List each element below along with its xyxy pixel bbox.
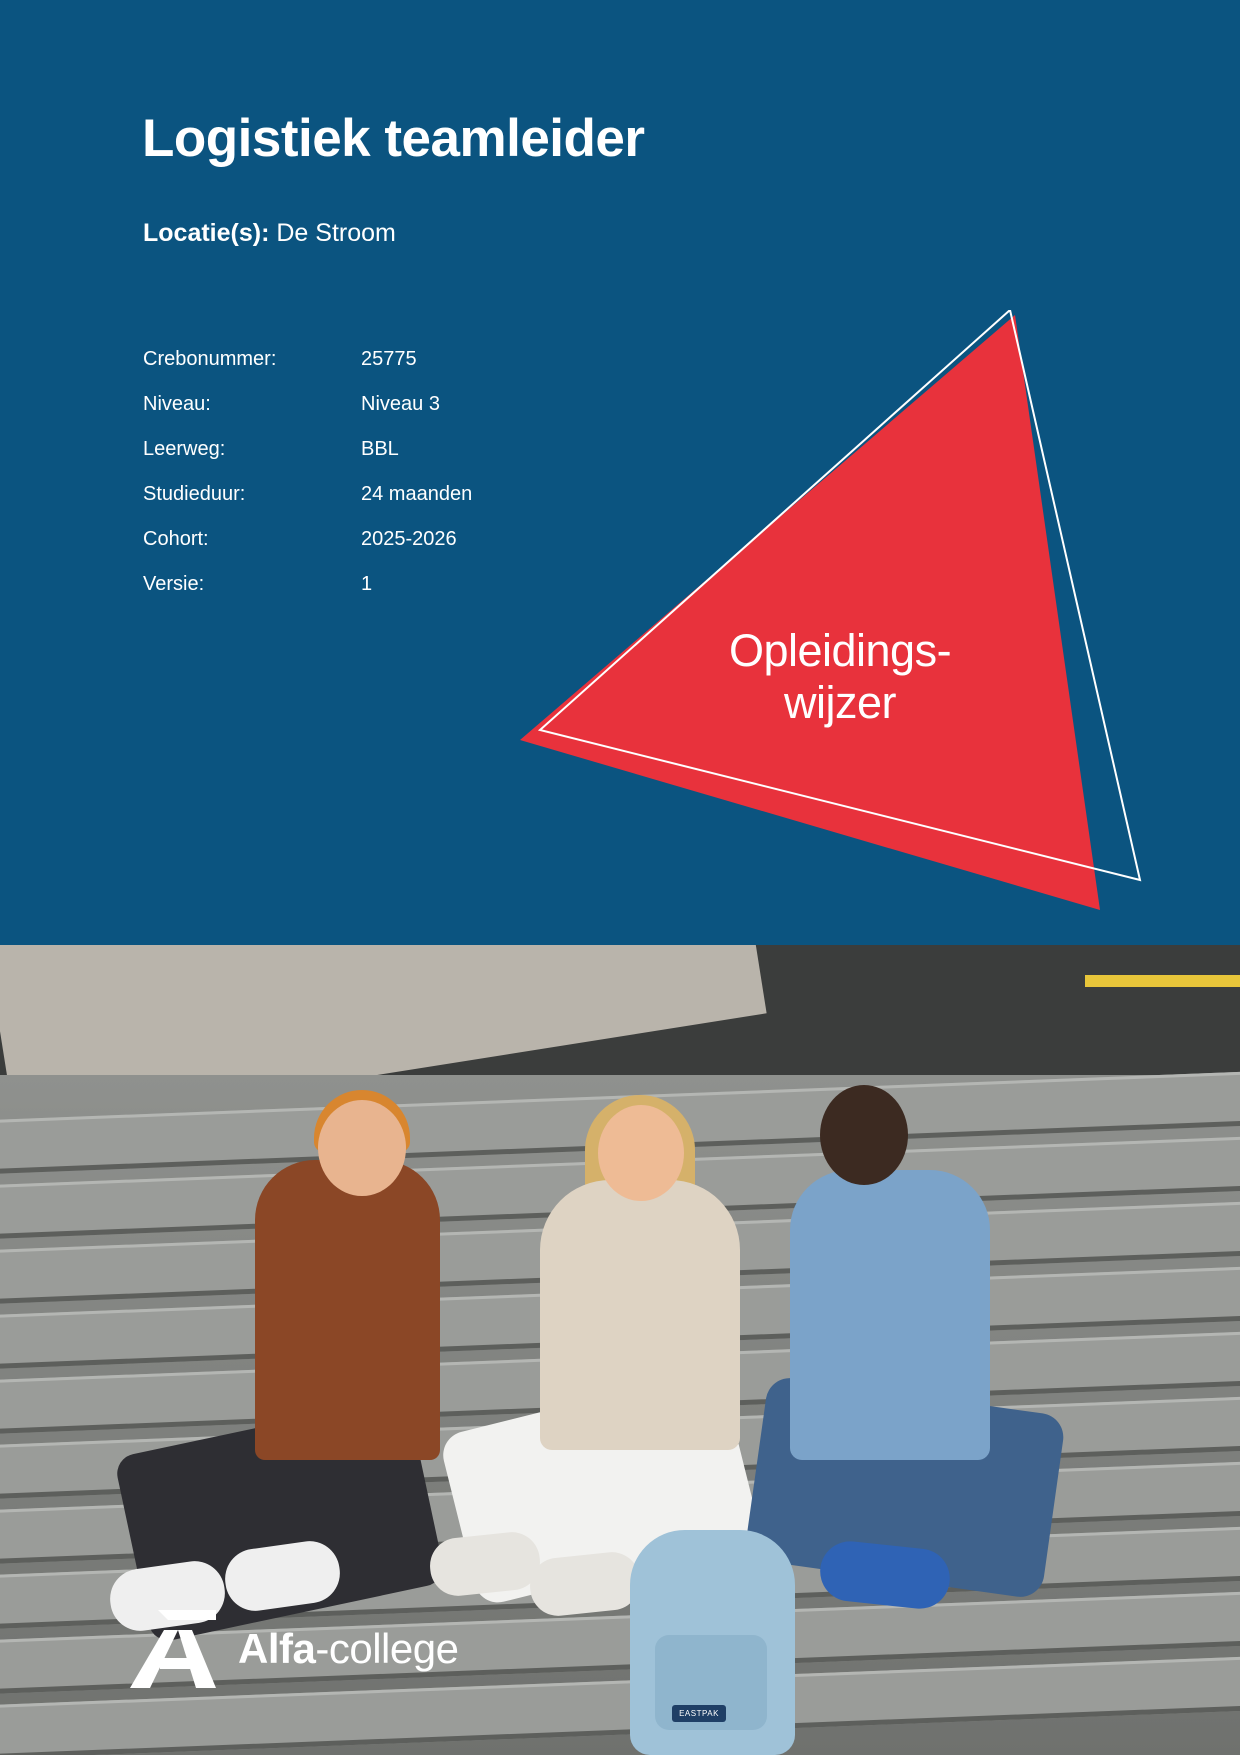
alfa-college-logo-icon [130,1610,216,1688]
opleidingswijzer-badge [520,310,1200,970]
logo-name-bold: Alfa [238,1625,316,1672]
student-middle-head [598,1105,684,1201]
metadata-label: Versie: [143,573,205,595]
metadata-value: BBL [361,438,399,460]
badge-line-1: Opleidings- [728,625,952,676]
student-right-body [790,1170,990,1460]
alfa-college-logo [130,1610,458,1688]
metadata-value: 24 maanden [361,483,473,505]
metadata-value: Niveau 3 [361,393,440,415]
logo-a-mark-icon [130,1610,216,1688]
student-middle-body [540,1180,740,1450]
metadata-label: Cohort: [143,528,209,550]
location-line [143,218,396,248]
badge-text [630,625,1050,729]
student-right-head [820,1085,908,1185]
student-left-body [255,1160,440,1460]
logo-name-rest: -college [315,1625,459,1672]
badge-line-2: wijzer [783,676,896,728]
student-left-head [318,1100,406,1196]
location-label: Locatie(s): [143,219,270,247]
yellow-accent-strip [1085,975,1240,987]
metadata-value: 25775 [361,348,417,370]
location-value: De Stroom [276,219,396,247]
metadata-label: Crebonummer: [143,348,277,370]
metadata-label: Niveau: [143,393,211,415]
backpack-brand-label: EASTPAK [672,1705,726,1722]
metadata-value: 1 [361,573,373,595]
metadata-label: Studieduur: [143,483,246,505]
page-title: Logistiek teamleider [142,109,645,168]
alfa-college-logo-text [238,1625,458,1673]
metadata-label: Leerweg: [143,438,226,460]
metadata-value: 2025-2026 [361,528,457,550]
